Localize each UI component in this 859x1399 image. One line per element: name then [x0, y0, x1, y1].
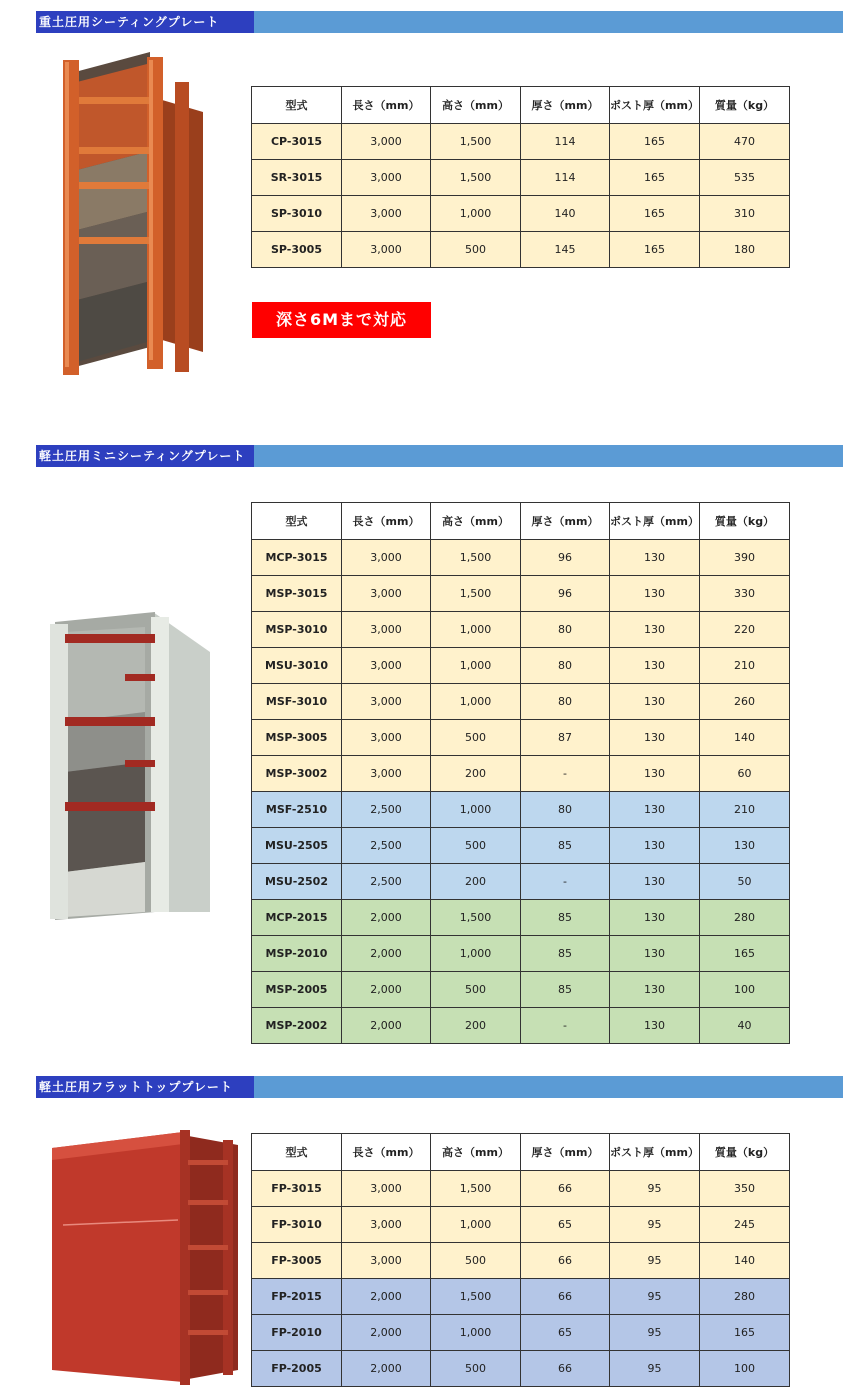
cell-length: 3,000: [342, 1243, 431, 1279]
section2-header: [36, 445, 843, 467]
cell-mass: 50: [700, 864, 790, 900]
cell-thickness: 66: [521, 1279, 610, 1315]
section1-title: 重土圧用シーティングプレート: [36, 11, 254, 33]
cell-height: 1,500: [431, 540, 521, 576]
col-header-mass: 質量（kg）: [700, 503, 790, 540]
cell-height: 1,500: [431, 576, 521, 612]
cell-model: SR-3015: [252, 160, 342, 196]
cell-height: 1,500: [431, 900, 521, 936]
cell-height: 500: [431, 828, 521, 864]
cell-mass: 470: [700, 124, 790, 160]
table-row: [252, 232, 790, 268]
cell-length: 3,000: [342, 576, 431, 612]
cell-thickness: 66: [521, 1351, 610, 1387]
cell-length: 3,000: [342, 720, 431, 756]
cell-height: 200: [431, 864, 521, 900]
cell-length: 2,000: [342, 1008, 431, 1044]
table-row: [252, 828, 790, 864]
cell-mass: 165: [700, 1315, 790, 1351]
cell-model: SP-3010: [252, 196, 342, 232]
cell-thickness: 114: [521, 124, 610, 160]
cell-length: 2,500: [342, 792, 431, 828]
cell-mass: 280: [700, 1279, 790, 1315]
table-header-row: [252, 503, 790, 540]
depth-badge: 深さ6Mまで対応: [252, 302, 431, 338]
section2-title: 軽土圧用ミニシーティングプレート: [36, 445, 254, 467]
cell-thickness: -: [521, 864, 610, 900]
cell-post: 165: [610, 124, 700, 160]
cell-thickness: 85: [521, 936, 610, 972]
col-header-height: 高さ（mm）: [431, 503, 521, 540]
table-row: [252, 648, 790, 684]
cell-height: 1,500: [431, 1279, 521, 1315]
cell-model: SP-3005: [252, 232, 342, 268]
section3-spec-table: [251, 1133, 790, 1387]
table-row: [252, 124, 790, 160]
cell-length: 2,000: [342, 936, 431, 972]
cell-model: MSP-2002: [252, 1008, 342, 1044]
sheeting-plate-photo: [55, 52, 205, 382]
cell-length: 2,500: [342, 864, 431, 900]
cell-post: 130: [610, 864, 700, 900]
cell-thickness: 87: [521, 720, 610, 756]
cell-mass: 220: [700, 612, 790, 648]
cell-height: 500: [431, 232, 521, 268]
cell-mass: 210: [700, 792, 790, 828]
cell-model: MSU-2502: [252, 864, 342, 900]
cell-height: 1,000: [431, 196, 521, 232]
cell-post: 130: [610, 540, 700, 576]
section1-spec-table: [251, 86, 790, 268]
cell-model: MCP-3015: [252, 540, 342, 576]
cell-model: MSP-2005: [252, 972, 342, 1008]
col-header-length: 長さ（mm）: [342, 503, 431, 540]
cell-model: MSU-2505: [252, 828, 342, 864]
cell-model: MSP-3010: [252, 612, 342, 648]
cell-post: 130: [610, 972, 700, 1008]
cell-thickness: 80: [521, 648, 610, 684]
cell-post: 95: [610, 1207, 700, 1243]
cell-post: 130: [610, 828, 700, 864]
table-row: [252, 972, 790, 1008]
table-header-row: [252, 87, 790, 124]
cell-thickness: 85: [521, 972, 610, 1008]
cell-thickness: 96: [521, 540, 610, 576]
cell-model: FP-2010: [252, 1315, 342, 1351]
cell-mass: 245: [700, 1207, 790, 1243]
cell-thickness: 145: [521, 232, 610, 268]
cell-length: 3,000: [342, 648, 431, 684]
table-row: [252, 1351, 790, 1387]
cell-height: 200: [431, 756, 521, 792]
cell-length: 3,000: [342, 684, 431, 720]
col-header-post-thickness: ポスト厚（mm）: [610, 87, 700, 124]
cell-model: MSP-3002: [252, 756, 342, 792]
section2-spec-table: [251, 502, 790, 1044]
section1-header: [36, 11, 843, 33]
cell-post: 165: [610, 232, 700, 268]
cell-thickness: 140: [521, 196, 610, 232]
table-row: [252, 756, 790, 792]
cell-length: 3,000: [342, 232, 431, 268]
cell-height: 1,500: [431, 160, 521, 196]
cell-thickness: 65: [521, 1315, 610, 1351]
cell-mass: 350: [700, 1171, 790, 1207]
cell-length: 2,000: [342, 900, 431, 936]
table-row: [252, 1171, 790, 1207]
cell-thickness: 85: [521, 828, 610, 864]
cell-post: 130: [610, 648, 700, 684]
cell-length: 3,000: [342, 1171, 431, 1207]
cell-height: 1,000: [431, 648, 521, 684]
table-row: [252, 160, 790, 196]
col-header-height: 高さ（mm）: [431, 87, 521, 124]
section3-header: [36, 1076, 843, 1098]
table-row: [252, 1279, 790, 1315]
cell-mass: 260: [700, 684, 790, 720]
cell-model: FP-3010: [252, 1207, 342, 1243]
cell-post: 130: [610, 612, 700, 648]
cell-post: 130: [610, 936, 700, 972]
cell-length: 3,000: [342, 124, 431, 160]
cell-model: FP-3015: [252, 1171, 342, 1207]
mini-sheeting-plate-photo: [45, 612, 215, 922]
cell-mass: 330: [700, 576, 790, 612]
col-header-height: 高さ（mm）: [431, 1134, 521, 1171]
cell-model: MSF-2510: [252, 792, 342, 828]
cell-height: 500: [431, 1351, 521, 1387]
cell-height: 1,000: [431, 684, 521, 720]
table-row: [252, 540, 790, 576]
cell-post: 130: [610, 792, 700, 828]
flat-top-plate-photo: [48, 1130, 240, 1386]
cell-mass: 60: [700, 756, 790, 792]
table-row: [252, 936, 790, 972]
col-header-thickness: 厚さ（mm）: [521, 1134, 610, 1171]
cell-post: 95: [610, 1315, 700, 1351]
cell-height: 1,000: [431, 1207, 521, 1243]
cell-model: MSF-3010: [252, 684, 342, 720]
cell-mass: 130: [700, 828, 790, 864]
cell-mass: 100: [700, 1351, 790, 1387]
table-row: [252, 792, 790, 828]
cell-mass: 180: [700, 232, 790, 268]
cell-height: 1,500: [431, 1171, 521, 1207]
col-header-length: 長さ（mm）: [342, 87, 431, 124]
cell-model: MSP-3015: [252, 576, 342, 612]
cell-length: 2,000: [342, 1351, 431, 1387]
cell-length: 3,000: [342, 196, 431, 232]
table-row: [252, 612, 790, 648]
cell-height: 500: [431, 972, 521, 1008]
cell-model: MSP-3005: [252, 720, 342, 756]
col-header-thickness: 厚さ（mm）: [521, 503, 610, 540]
col-header-post-thickness: ポスト厚（mm）: [610, 1134, 700, 1171]
cell-model: FP-2005: [252, 1351, 342, 1387]
cell-mass: 310: [700, 196, 790, 232]
col-header-model: 型式: [252, 1134, 342, 1171]
cell-height: 1,000: [431, 936, 521, 972]
table-row: [252, 1207, 790, 1243]
cell-length: 3,000: [342, 540, 431, 576]
cell-thickness: 80: [521, 612, 610, 648]
cell-height: 500: [431, 720, 521, 756]
cell-thickness: 80: [521, 684, 610, 720]
col-header-mass: 質量（kg）: [700, 87, 790, 124]
cell-post: 165: [610, 196, 700, 232]
cell-length: 2,000: [342, 1279, 431, 1315]
cell-post: 165: [610, 160, 700, 196]
cell-thickness: 96: [521, 576, 610, 612]
cell-mass: 40: [700, 1008, 790, 1044]
cell-post: 130: [610, 756, 700, 792]
cell-length: 2,000: [342, 1315, 431, 1351]
table-row: [252, 900, 790, 936]
col-header-model: 型式: [252, 87, 342, 124]
table-row: [252, 1315, 790, 1351]
table-row: [252, 864, 790, 900]
cell-thickness: 66: [521, 1243, 610, 1279]
cell-thickness: 85: [521, 900, 610, 936]
cell-height: 1,000: [431, 612, 521, 648]
cell-post: 130: [610, 576, 700, 612]
cell-mass: 390: [700, 540, 790, 576]
cell-mass: 165: [700, 936, 790, 972]
cell-model: MSP-2010: [252, 936, 342, 972]
cell-post: 130: [610, 1008, 700, 1044]
cell-thickness: 65: [521, 1207, 610, 1243]
table-header-row: [252, 1134, 790, 1171]
cell-mass: 140: [700, 720, 790, 756]
cell-length: 3,000: [342, 612, 431, 648]
section3-title: 軽土圧用フラットトッププレート: [36, 1076, 254, 1098]
cell-post: 95: [610, 1171, 700, 1207]
cell-thickness: 66: [521, 1171, 610, 1207]
cell-height: 200: [431, 1008, 521, 1044]
cell-height: 1,500: [431, 124, 521, 160]
table-row: [252, 720, 790, 756]
cell-height: 1,000: [431, 1315, 521, 1351]
cell-thickness: -: [521, 756, 610, 792]
cell-model: MCP-2015: [252, 900, 342, 936]
cell-mass: 140: [700, 1243, 790, 1279]
cell-post: 95: [610, 1279, 700, 1315]
table-row: [252, 684, 790, 720]
table-row: [252, 196, 790, 232]
cell-thickness: 80: [521, 792, 610, 828]
cell-thickness: -: [521, 1008, 610, 1044]
col-header-model: 型式: [252, 503, 342, 540]
cell-length: 3,000: [342, 1207, 431, 1243]
cell-model: MSU-3010: [252, 648, 342, 684]
cell-height: 500: [431, 1243, 521, 1279]
cell-post: 130: [610, 900, 700, 936]
cell-post: 95: [610, 1243, 700, 1279]
cell-post: 130: [610, 720, 700, 756]
cell-length: 3,000: [342, 160, 431, 196]
cell-height: 1,000: [431, 792, 521, 828]
cell-length: 3,000: [342, 756, 431, 792]
cell-mass: 210: [700, 648, 790, 684]
col-header-thickness: 厚さ（mm）: [521, 87, 610, 124]
table-row: [252, 1008, 790, 1044]
col-header-mass: 質量（kg）: [700, 1134, 790, 1171]
cell-length: 2,500: [342, 828, 431, 864]
col-header-post-thickness: ポスト厚（mm）: [610, 503, 700, 540]
cell-model: CP-3015: [252, 124, 342, 160]
cell-mass: 280: [700, 900, 790, 936]
cell-post: 130: [610, 684, 700, 720]
cell-model: FP-2015: [252, 1279, 342, 1315]
cell-post: 95: [610, 1351, 700, 1387]
cell-model: FP-3005: [252, 1243, 342, 1279]
cell-mass: 100: [700, 972, 790, 1008]
col-header-length: 長さ（mm）: [342, 1134, 431, 1171]
cell-mass: 535: [700, 160, 790, 196]
cell-length: 2,000: [342, 972, 431, 1008]
table-row: [252, 1243, 790, 1279]
cell-thickness: 114: [521, 160, 610, 196]
table-row: [252, 576, 790, 612]
